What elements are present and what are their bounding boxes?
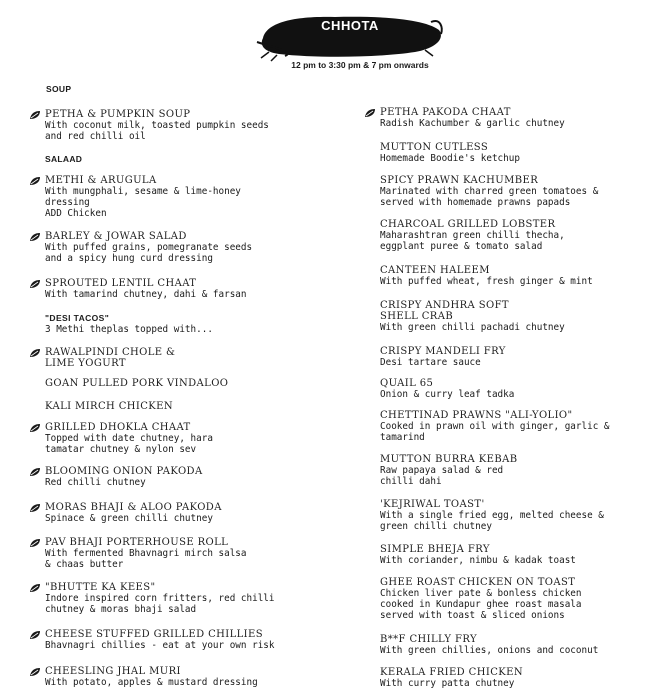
item-description: Bhavnagri chillies - eat at your own risk xyxy=(45,640,275,651)
leaf-icon xyxy=(29,630,41,640)
item-name: PAV BHAJI PORTERHOUSE ROLL xyxy=(45,537,229,548)
menu-item xyxy=(45,313,345,335)
item-name: "DESI TACOS" xyxy=(45,313,110,323)
menu-item xyxy=(380,634,650,656)
item-name: PETHA PAKODA CHAAT xyxy=(380,107,511,118)
item-description: Marinated with charred green tomatoes & served with homemade prawns papads xyxy=(380,186,599,208)
item-name: MORAS BHAJI & ALOO PAKODA xyxy=(45,502,222,513)
menu-item xyxy=(45,401,345,412)
section-heading-salad: SALAAD xyxy=(45,154,83,164)
menu-item xyxy=(380,107,650,129)
leaf-icon xyxy=(29,667,41,677)
menu-item xyxy=(45,378,345,389)
item-name: GOAN PULLED PORK VINDALOO xyxy=(45,378,229,389)
menu-item xyxy=(380,219,650,252)
menu-header xyxy=(0,0,650,80)
menu-item xyxy=(45,537,345,570)
item-name: 'KEJRIWAL TOAST' xyxy=(380,499,485,510)
item-description: Indore inspired corn fritters, red chilli chutney & moras bhaji salad xyxy=(45,593,275,615)
leaf-icon xyxy=(29,503,41,513)
brush-stroke-banner xyxy=(255,8,445,62)
item-description: With coriander, nimbu & kadak toast xyxy=(380,555,576,566)
item-description: Red chilli chutney xyxy=(45,477,146,488)
section-heading-soup: SOUP xyxy=(46,84,72,94)
item-name: BARLEY & JOWAR SALAD xyxy=(45,231,187,242)
item-description: Maharashtran green chilli thecha, eggplant puree & tomato salad xyxy=(380,230,565,252)
menu-item xyxy=(45,666,345,688)
menu-item xyxy=(45,278,345,300)
item-name: CHEESLING JHAL MURI xyxy=(45,666,181,677)
item-name: CRISPY MANDELI FRY xyxy=(380,346,506,357)
item-description: Raw papaya salad & red chilli dahi xyxy=(380,465,504,487)
item-description: With puffed grains, pomegranate seeds and a spicy hung curd dressing xyxy=(45,242,253,264)
item-description: Spinace & green chilli chutney xyxy=(45,513,213,524)
menu-item xyxy=(380,346,650,368)
item-description: With fermented Bhavnagri mirch salsa & chaas butter xyxy=(45,548,247,570)
menu-item xyxy=(45,502,345,524)
menu-item xyxy=(45,582,345,615)
menu-item xyxy=(45,347,345,369)
leaf-icon xyxy=(29,423,41,433)
item-name: MUTTON CUTLESS xyxy=(380,142,489,153)
item-description: Topped with date chutney, hara tamatar chutney & nylon sev xyxy=(45,433,213,455)
item-name: RAWALPINDI CHOLE & LIME YOGURT xyxy=(45,347,176,369)
item-name: B**F CHILLY FRY xyxy=(380,634,477,645)
menu-item xyxy=(380,544,650,566)
item-description: With curry patta chutney xyxy=(380,678,515,689)
menu-item xyxy=(380,142,650,164)
item-description: Onion & curry leaf tadka xyxy=(380,389,515,400)
item-name: SPICY PRAWN KACHUMBER xyxy=(380,175,539,186)
item-name: MUTTON BURRA KEBAB xyxy=(380,454,518,465)
leaf-icon xyxy=(29,110,41,120)
item-description: With potato, apples & mustard dressing xyxy=(45,677,258,688)
item-description: With green chilli pachadi chutney xyxy=(380,322,565,333)
item-name: METHI & ARUGULA xyxy=(45,175,157,186)
item-name: CHARCOAL GRILLED LOBSTER xyxy=(380,219,556,230)
menu-item xyxy=(380,577,650,621)
item-description: With coconut milk, toasted pumpkin seeds and red chilli oil xyxy=(45,120,269,142)
menu-item xyxy=(45,175,345,219)
menu-item xyxy=(380,175,650,208)
item-description: With mungphali, sesame & lime-honey dressing ADD Chicken xyxy=(45,186,241,219)
item-description: With tamarind chutney, dahi & farsan xyxy=(45,289,247,300)
menu-item xyxy=(380,265,650,287)
menu-item xyxy=(45,109,345,142)
item-name: SIMPLE BHEJA FRY xyxy=(380,544,490,555)
serving-hours: 12 pm to 3:30 pm & 7 pm onwards xyxy=(291,60,429,70)
item-name: BLOOMING ONION PAKODA xyxy=(45,466,203,477)
item-name: PETHA & PUMPKIN SOUP xyxy=(45,109,191,120)
leaf-icon xyxy=(29,467,41,477)
item-name: CANTEEN HALEEM xyxy=(380,265,490,276)
item-description: Radish Kachumber & garlic chutney xyxy=(380,118,565,129)
menu-item xyxy=(380,410,650,443)
leaf-icon xyxy=(29,232,41,242)
menu-item xyxy=(380,378,650,400)
leaf-icon xyxy=(29,176,41,186)
item-name: GRILLED DHOKLA CHAAT xyxy=(45,422,191,433)
menu-item xyxy=(380,499,650,532)
menu-item xyxy=(380,454,650,487)
leaf-icon xyxy=(29,583,41,593)
leaf-icon xyxy=(29,538,41,548)
item-description: Homemade Boodie's ketchup xyxy=(380,153,520,164)
menu-title: CHHOTA xyxy=(321,18,379,33)
item-name: CRISPY ANDHRA SOFT SHELL CRAB xyxy=(380,300,509,322)
menu-item xyxy=(45,422,345,455)
menu-item xyxy=(45,466,345,488)
item-name: SPROUTED LENTIL CHAAT xyxy=(45,278,197,289)
leaf-icon xyxy=(29,279,41,289)
item-name: KALI MIRCH CHICKEN xyxy=(45,401,174,412)
menu-item xyxy=(380,667,650,689)
item-name: GHEE ROAST CHICKEN ON TOAST xyxy=(380,577,576,588)
item-description: With puffed wheat, fresh ginger & mint xyxy=(380,276,593,287)
item-description: With green chillies, onions and coconut xyxy=(380,645,599,656)
item-name: KERALA FRIED CHICKEN xyxy=(380,667,523,678)
menu-item xyxy=(45,231,345,264)
menu-item xyxy=(380,300,650,333)
leaf-icon xyxy=(29,348,41,358)
item-description: 3 Methi theplas topped with... xyxy=(45,324,213,335)
item-description: Chicken liver pate & bonless chicken cooked in Kundapur ghee roast masala served with toast & sliced onions xyxy=(380,588,582,621)
item-name: QUAIL 65 xyxy=(380,378,434,389)
item-description: With a single fried egg, melted cheese & green chilli chutney xyxy=(380,510,604,532)
item-name: "BHUTTE KA KEES" xyxy=(45,582,156,593)
item-description: Desi tartare sauce xyxy=(380,357,481,368)
menu-item xyxy=(45,629,345,651)
item-name: CHEESE STUFFED GRILLED CHILLIES xyxy=(45,629,263,640)
leaf-icon xyxy=(364,108,376,118)
item-description: Cooked in prawn oil with ginger, garlic & tamarind xyxy=(380,421,610,443)
item-name: CHETTINAD PRAWNS "ALI-YOLIO" xyxy=(380,410,573,421)
